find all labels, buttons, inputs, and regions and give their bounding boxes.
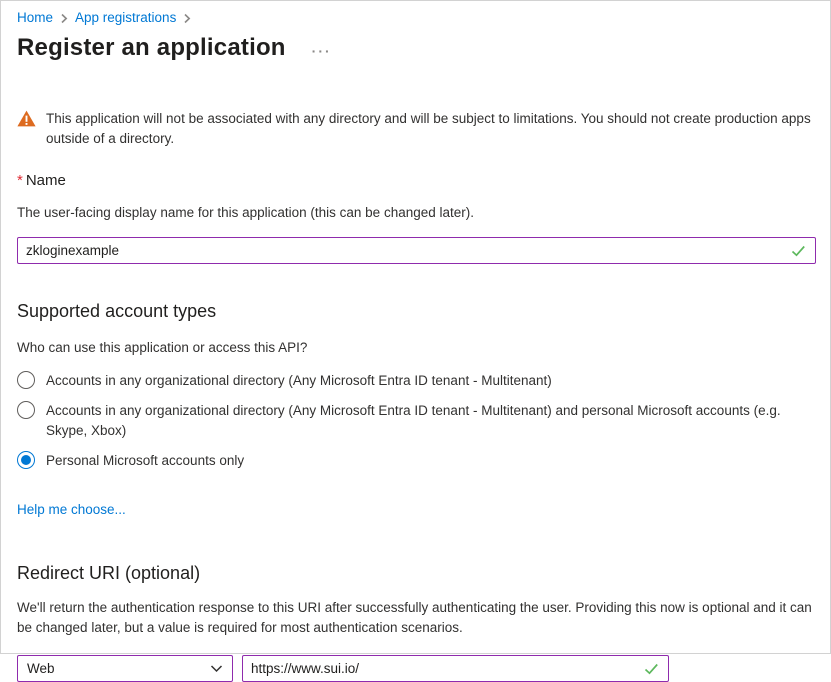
name-label-text: Name bbox=[25, 172, 66, 189]
supported-account-types-heading: Supported account types bbox=[17, 301, 217, 321]
page-content bbox=[1, 1, 830, 682]
title-row bbox=[17, 34, 814, 62]
breadcrumb-link-app-registrations[interactable]: App registrations bbox=[75, 10, 177, 25]
warning-text: This application will not be associated with any directory and will be subject to limitations. You should not create production apps outside of a directory. bbox=[46, 111, 811, 146]
breadcrumb-chevron-icon bbox=[60, 13, 68, 24]
radio-option-multitenant-personal[interactable] bbox=[17, 400, 807, 441]
valid-check-icon bbox=[644, 663, 659, 675]
warning-icon bbox=[17, 110, 36, 130]
name-field-description: The user-facing display name for this application (this can be changed later). bbox=[17, 205, 474, 220]
context-menu-icon[interactable]: ··· bbox=[311, 43, 332, 59]
name-field-label bbox=[17, 172, 814, 189]
redirect-uri-input[interactable] bbox=[243, 656, 644, 681]
redirect-uri-row bbox=[17, 655, 814, 682]
radio-button[interactable] bbox=[17, 401, 35, 419]
page-title: Register an application bbox=[17, 34, 286, 61]
platform-select-value: Web bbox=[27, 661, 55, 676]
name-text-field bbox=[17, 237, 816, 264]
account-type-radio-group bbox=[17, 370, 814, 471]
radio-option-label: Accounts in any organizational directory (Any Microsoft Entra ID tenant - Multitenant) bbox=[46, 373, 552, 388]
redirect-uri-description: We'll return the authentication response to this URI after successfully authenticating the user. Providing this now is optional and it can be changed later, but a value is required for most authentication scenarios. bbox=[17, 600, 812, 635]
radio-button[interactable] bbox=[17, 371, 35, 389]
chevron-down-icon bbox=[210, 664, 223, 673]
redirect-uri-heading: Redirect URI (optional) bbox=[17, 563, 201, 583]
breadcrumb-chevron-icon bbox=[183, 13, 191, 24]
account-types-question: Who can use this application or access this API? bbox=[17, 340, 308, 355]
radio-option-label: Personal Microsoft accounts only bbox=[46, 453, 245, 468]
radio-option-label: Accounts in any organizational directory (Any Microsoft Entra ID tenant - Multitenant) and personal Microsoft accounts (e.g. Skype, Xbox) bbox=[46, 403, 781, 438]
valid-check-icon bbox=[791, 245, 806, 257]
radio-option-multitenant[interactable] bbox=[17, 370, 807, 391]
uri-text-field bbox=[242, 655, 669, 682]
breadcrumb-link-home[interactable]: Home bbox=[17, 10, 54, 25]
platform-select[interactable] bbox=[17, 655, 233, 682]
breadcrumb bbox=[17, 9, 814, 25]
warning-banner bbox=[17, 109, 812, 149]
radio-option-personal-only[interactable] bbox=[17, 450, 807, 471]
required-asterisk: * bbox=[17, 172, 23, 189]
name-input[interactable] bbox=[18, 238, 791, 263]
help-me-choose-link[interactable]: Help me choose... bbox=[17, 502, 126, 517]
radio-button[interactable] bbox=[17, 451, 35, 469]
